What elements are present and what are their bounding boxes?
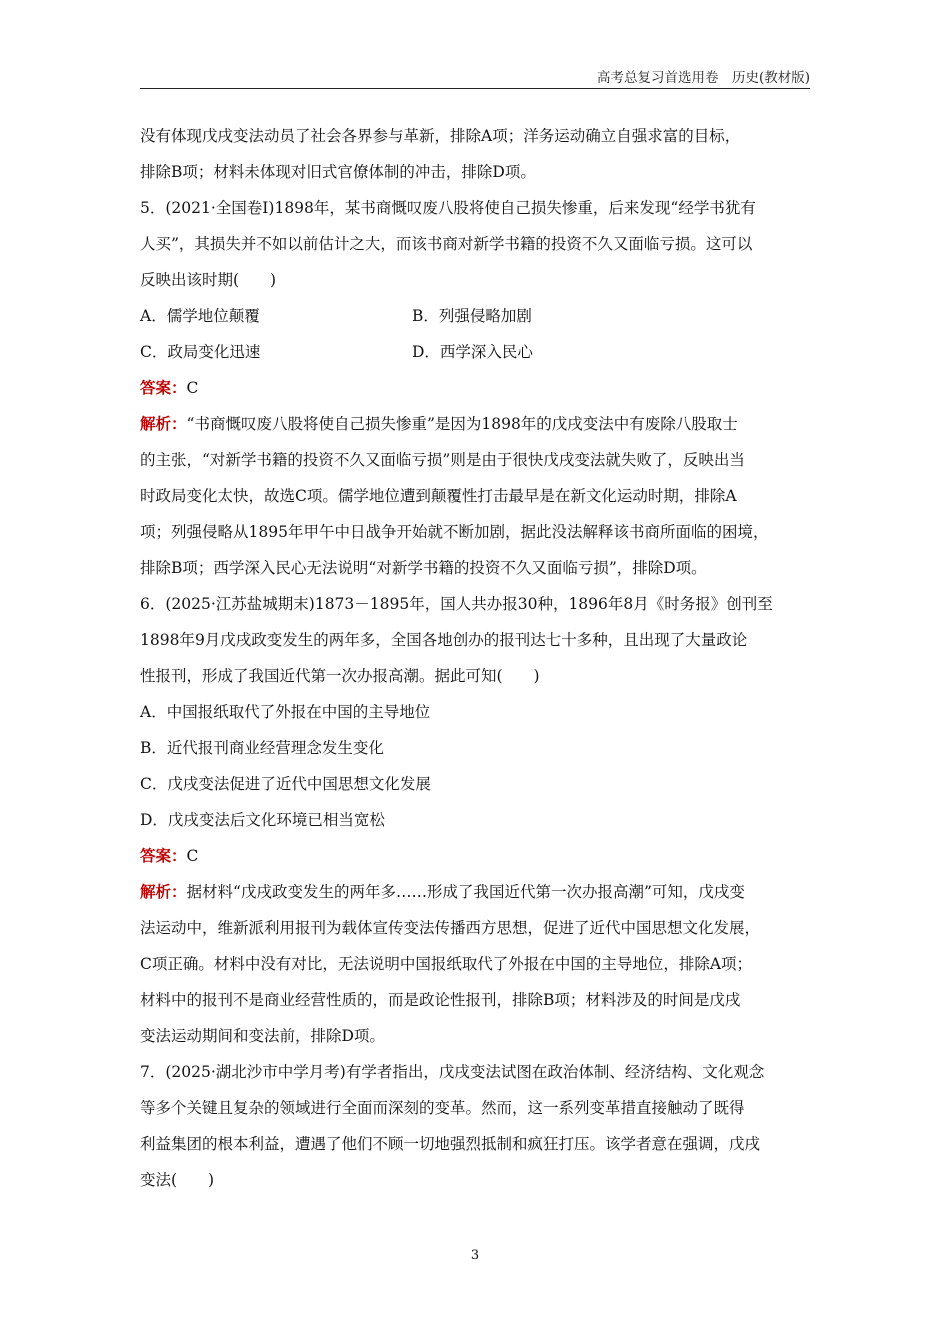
question-7-stem: 7．(2025·湖北沙市中学月考)有学者指出，戊戌变法试图在政治体制、经济结构、文化观念 (140, 1063, 765, 1081)
question-6-stem: 性报刊，形成了我国近代第一次办报高潮。据此可知( ) (140, 667, 540, 685)
analysis-text: 的主张，“对新学书籍的投资不久又面临亏损”则是由于很快戊戌变法就失败了，反映出当 (140, 451, 745, 469)
option-c: C．政局变化迅速 (140, 343, 261, 361)
text-line: 排除B项；材料未体现对旧式官僚体制的冲击，排除D项。 (140, 163, 536, 181)
question-7-stem: 利益集团的根本利益，遭遇了他们不顾一切地强烈抵制和疯狂打压。该学者意在强调，戊戌 (140, 1135, 761, 1153)
option-a: A．中国报纸取代了外报在中国的主导地位 (140, 703, 431, 721)
analysis-text: 据材料“戊戌政变发生的两年多……形成了我国近代第一次办报高潮”可知，戊戌变 (186, 883, 745, 901)
question-6-answer (140, 838, 812, 874)
option-b: B．近代报刊商业经营理念发生变化 (140, 739, 384, 757)
answer-value: C (186, 379, 199, 397)
question-5-answer (140, 370, 812, 406)
analysis-label: 解析： (140, 882, 187, 901)
question-6-stem: 6．(2025·江苏盐城期末)1873－1895年，国人共办报30种，1896年8月《时务报》创刊至 (140, 595, 773, 613)
option-d: D．戊戌变法后文化环境已相当宽松 (140, 811, 385, 829)
answer-value: C (186, 847, 199, 865)
header-title: 高考总复习首选用卷 历史(教材版) (596, 70, 810, 86)
question-6-analysis (140, 874, 812, 910)
analysis-text: 时政局变化太快，故选C项。儒学地位遭到颠覆性打击最早是在新文化运动时期，排除A (140, 487, 737, 505)
analysis-text: 变法运动期间和变法前，排除D项。 (140, 1027, 385, 1045)
page-number: 3 (470, 1248, 480, 1263)
text-line: 没有体现戊戌变法动员了社会各界参与革新，排除A项；洋务运动确立自强求富的目标， (140, 127, 741, 145)
analysis-text: C项正确。材料中没有对比，无法说明中国报纸取代了外报在中国的主导地位，排除A项； (140, 955, 753, 973)
answer-label: 答案： (140, 846, 187, 865)
option-b: B．列强侵略加剧 (412, 307, 532, 325)
option-d: D．西学深入民心 (412, 343, 533, 361)
analysis-text: 项；列强侵略从1895年甲午中日战争开始就不断加剧，据此没法解释该书商所面临的困境， (140, 523, 769, 541)
question-5-options-row (140, 298, 812, 334)
option-c: C．戊戌变法促进了近代中国思想文化发展 (140, 775, 431, 793)
question-6-stem: 1898年9月戊戌政变发生的两年多，全国各地创办的报刊达七十多种，且出现了大量政论 (140, 631, 748, 649)
page-content (140, 118, 812, 1198)
analysis-text: 排除B项；西学深入民心无法说明“对新学书籍的投资不久又面临亏损”，排除D项。 (140, 559, 707, 577)
analysis-text: “书商慨叹废八股将使自己损失惨重”是因为1898年的戊戌变法中有废除八股取士 (186, 415, 738, 433)
question-7-stem: 变法( ) (140, 1171, 215, 1189)
analysis-text: 材料中的报刊不是商业经营性质的，而是政论性报刊，排除B项；材料涉及的时间是戊戌 (140, 991, 741, 1009)
option-a: A．儒学地位颠覆 (140, 307, 260, 325)
question-7-stem: 等多个关键且复杂的领域进行全面而深刻的变革。然而，这一系列变革措直接触动了既得 (140, 1099, 745, 1117)
question-5-options-row (140, 334, 812, 370)
question-5-stem: 反映出该时期( ) (140, 271, 277, 289)
question-5-analysis (140, 406, 812, 442)
analysis-label: 解析： (140, 414, 187, 433)
analysis-text: 法运动中，维新派利用报刊为载体宣传变法传播西方思想，促进了近代中国思想文化发展， (140, 919, 761, 937)
answer-label: 答案： (140, 378, 187, 397)
question-5-stem: 人买”，其损失并不如以前估计之大，而该书商对新学书籍的投资不久又面临亏损。这可以 (140, 235, 753, 253)
page-header (140, 62, 810, 89)
question-5-stem: 5．(2021·全国卷Ⅰ)1898年，某书商慨叹废八股将使自己损失惨重，后来发现“经学书犹有 (140, 199, 756, 217)
